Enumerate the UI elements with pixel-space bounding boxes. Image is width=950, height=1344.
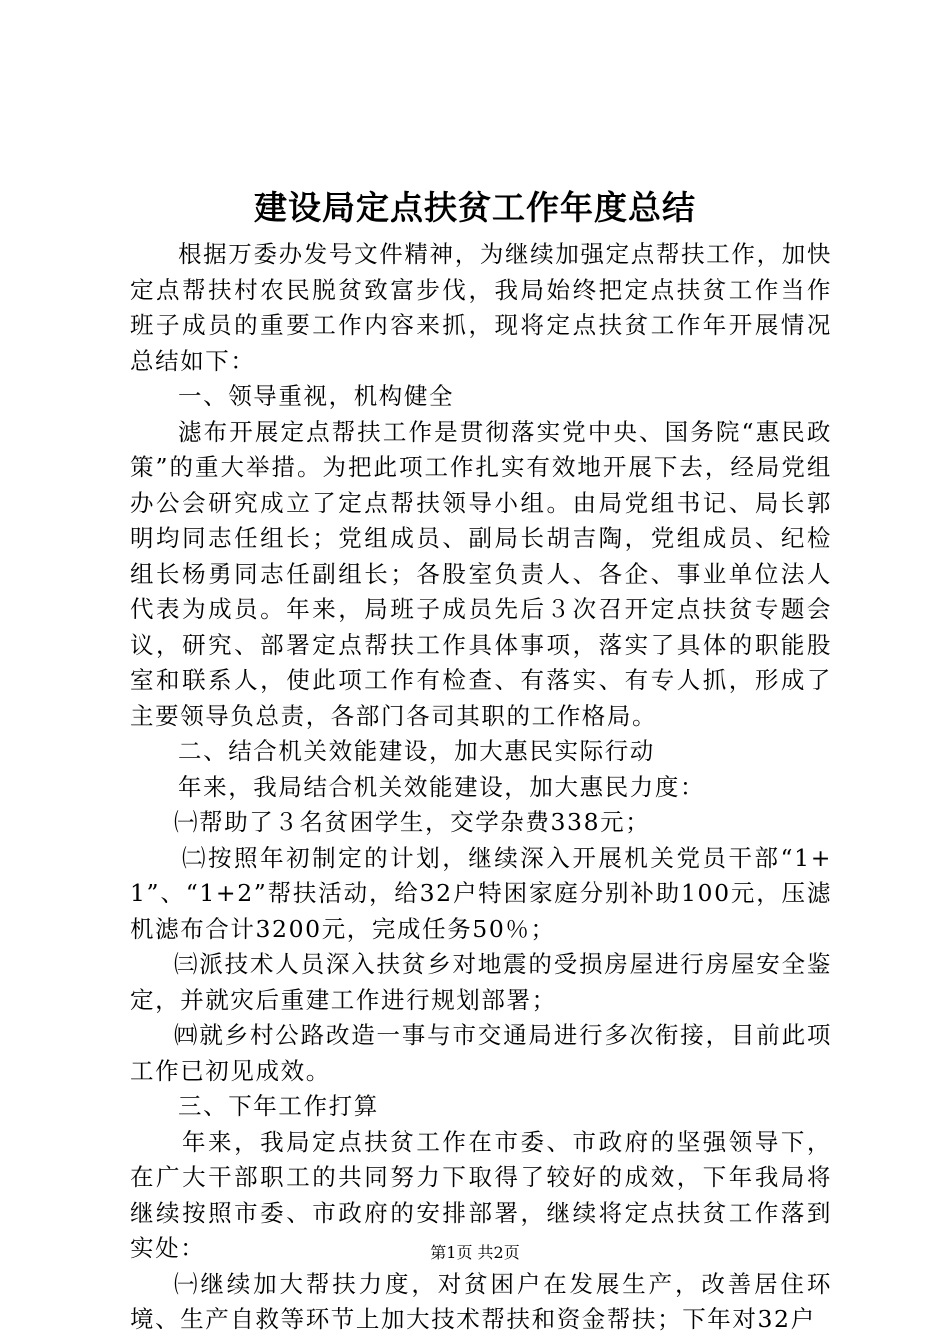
section-3-item-1: ㈠继续加大帮扶力度，对贫困户在发展生产，改善居住环境、生产自救等环节上加大技术帮扶和资金帮扶；下年对32户 [130, 1269, 832, 1333]
section-2-item-3: ㈢派技术人员深入扶贫乡对地震的受损房屋进行房屋安全鉴定，并就灾后重建工作进行规划部署； [130, 950, 832, 1014]
document-body [130, 237, 832, 1338]
intro-paragraph: 根据万委办发号文件精神，为继续加强定点帮扶工作，加快定点帮扶村农民脱贫致富步伐，我局始终把定点扶贫工作当作班子成员的重要工作内容来抓，现将定点扶贫工作年开展情况总结如下： [130, 240, 832, 375]
section-2-intro: 年来，我局结合机关效能建设，加大惠民力度： [178, 772, 706, 801]
document-title: 建设局定点扶贫工作年度总结 [254, 188, 696, 227]
section-2-item-2: ㈡按照年初制定的计划，继续深入开展机关党员干部“1+1”、“1+2”帮扶活动，给32户特困家庭分别补助100元，压滤机滤布合计3200元，完成任务50％； [130, 843, 832, 943]
section-2-item-1: ㈠帮助了３名贫困学生，交学杂费338元； [174, 808, 651, 836]
section-2-item-4: ㈣就乡村公路改造一事与市交通局进行多次衔接，目前此项工作已初见成效。 [130, 1021, 832, 1085]
section-1-paragraph: 滤布开展定点帮扶工作是贯彻落实党中央、国务院“惠民政策”的重大举措。为把此项工作扎实有效地开展下去，经局党组办公会研究成立了定点帮扶领导小组。由局党组书记、局长郭明均同志任组长；党组成员、副局长胡吉陶，党组成员、纪检组长杨勇同志任副组长；各股室负责人、各企、事业单位法人代表为成员。年来，局班子成员先后３次召开定点扶贫专题会议，研究、部署定点帮扶工作具体事项，落实了具体的职能股室和联系人，使此项工作有检查、有落实、有专人抓，形成了主要领导负总责，各部门各司其职的工作格局。 [130, 417, 832, 730]
section-heading-3: 三、下年工作打算 [178, 1092, 379, 1120]
section-3-paragraph: 年来，我局定点扶贫工作在市委、市政府的坚强领导下，在广大干部职工的共同努力下取得了较好的成效，下年我局将继续按照市委、市政府的安排部署，继续将定点扶贫工作落到实处： [130, 1127, 832, 1262]
section-heading-1: 一、领导重视，机构健全 [178, 382, 455, 410]
section-heading-2: 二、结合机关效能建设，加大惠民实际行动 [178, 737, 655, 765]
page-footer: 第1页 共2页 [430, 1243, 520, 1262]
